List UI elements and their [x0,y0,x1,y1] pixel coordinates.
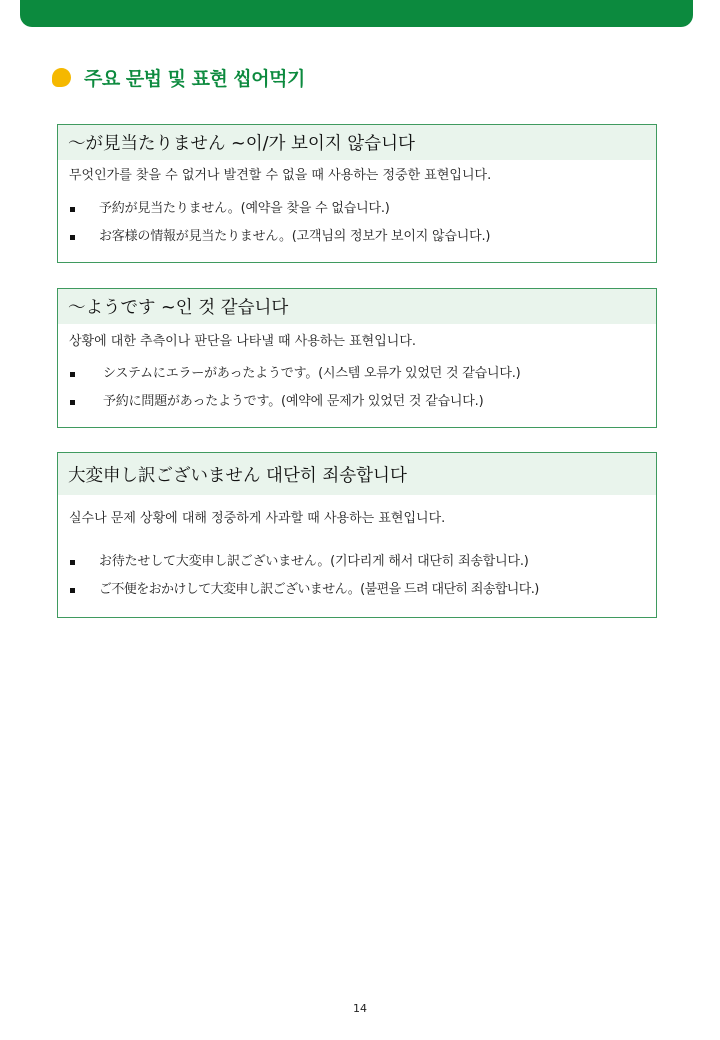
square-bullet-icon [70,235,75,240]
top-header-band [20,0,693,27]
example-list [58,548,656,604]
example-text: システムにエラーがあったようです。(시스템 오류가 있었던 것 같습니다.) [103,366,521,381]
example-text: 予約に問題があったようです。(예약에 문제가 있었던 것 같습니다.) [103,394,484,409]
example-list [58,195,656,251]
card-heading: 大変申し訳ございません 대단히 죄송합니다 [58,453,656,495]
card-description: 실수나 문제 상황에 대해 정중하게 사과할 때 사용하는 표현입니다. [69,511,446,526]
grammar-card-2 [57,288,657,428]
example-list [58,360,656,416]
example-item [58,360,656,388]
example-item [58,195,656,223]
square-bullet-icon [70,588,75,593]
card-description: 무엇인가를 찾을 수 없거나 발견할 수 없을 때 사용하는 정중한 표현입니다. [69,168,492,183]
grammar-card-3 [57,452,657,618]
section-bullet-icon [52,68,71,87]
example-text: 予約が見当たりません。(예약을 찾을 수 없습니다.) [99,201,390,216]
page-number: 14 [353,1002,367,1015]
square-bullet-icon [70,207,75,212]
card-heading: ～が見当たりません ~이/가 보이지 않습니다 [58,125,656,160]
example-text: お客様の情報が見当たりません。(고객님의 정보가 보이지 않습니다.) [99,229,491,244]
card-description: 상황에 대한 추측이나 판단을 나타낼 때 사용하는 표현입니다. [69,334,417,349]
example-item [58,576,656,604]
square-bullet-icon [70,400,75,405]
example-item [58,548,656,576]
example-text: ご不便をおかけして大変申し訳ございません。(불편을 드려 대단히 죄송합니다.) [99,582,539,597]
section-header [52,62,305,92]
example-item [58,388,656,416]
example-text: お待たせして大変申し訳ございません。(기다리게 해서 대단히 죄송합니다.) [99,554,529,569]
example-item [58,223,656,251]
card-heading: ～ようです ~인 것 같습니다 [58,289,656,324]
square-bullet-icon [70,372,75,377]
section-title: 주요 문법 및 표현 씹어먹기 [84,67,305,90]
square-bullet-icon [70,560,75,565]
grammar-card-1 [57,124,657,263]
